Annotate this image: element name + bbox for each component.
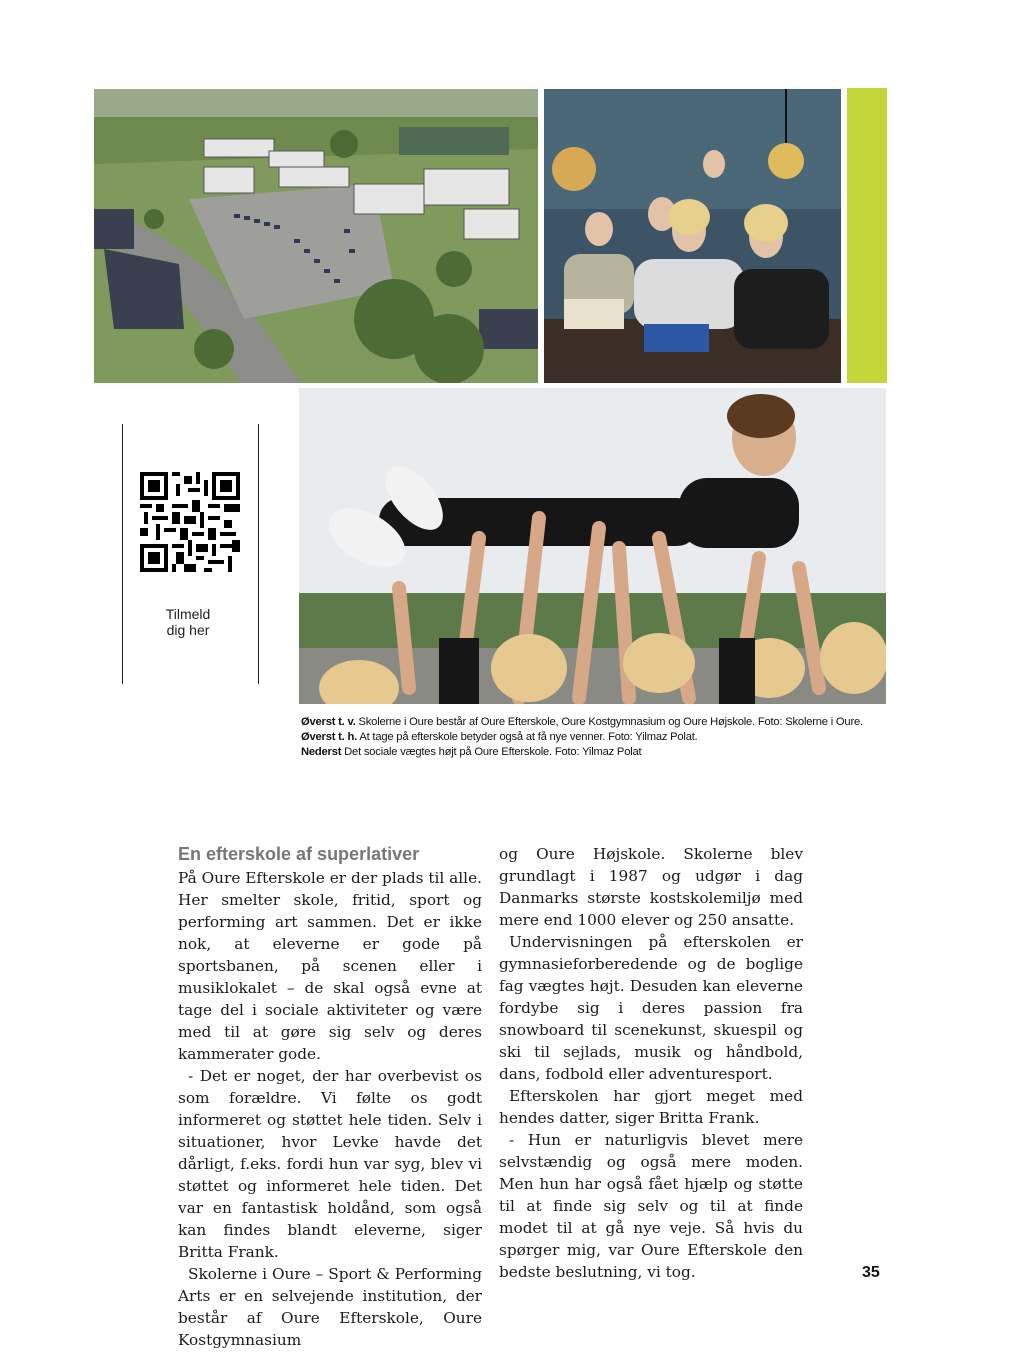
crowd-surfing-photo (299, 388, 886, 704)
page-number: 35 (862, 1264, 880, 1281)
students-photo (544, 89, 841, 383)
article-column-right (499, 843, 803, 1283)
photo-captions (301, 715, 901, 760)
article-paragraph: - Det er noget, der har overbevist os som forældre. Vi følte os godt informeret og støttet hele tiden. Selv i situationer, hvor Levke havde det dårligt, f.eks. fordi hun var syg, blev vi støttet og informeret hele tiden. Det var en fantastisk holdånd, som også kan findes blandt eleverne, siger Britta Frank. (178, 1067, 482, 1261)
article-column-left (178, 843, 482, 1351)
article-paragraph: - Hun er naturligvis blevet mere selvstændig og også mere moden. Men hun har også fået hjælp og støtte til at finde sig selv og til at finde modet til at gå nye veje. Så hvis du spørger mig, var Oure Efterskole den bedste beslutning, vi tog. (499, 1131, 803, 1281)
qr-code-icon[interactable] (140, 472, 240, 572)
article-paragraph: Skolerne i Oure – Sport & Performing Arts er en selvejende institution, der består af Oure Efterskole, Oure Kostgymnasium (178, 1265, 482, 1349)
aerial-campus-photo (94, 89, 538, 383)
qr-signup-label: Tilmeld dig her (165, 606, 211, 638)
article-paragraph: og Oure Højskole. Skolerne blev grundlagt i 1987 og udgør i dag Danmarks største kostskolemiljø med mere end 1000 elever og 250 ansatte. (499, 845, 803, 929)
caption-bottom: Nederst Det sociale vægtes højt på Oure Efterskole. Foto: Yilmaz Polat (301, 746, 642, 758)
article-paragraph: Undervisningen på efterskolen er gymnasieforberedende og de boglige fag vægtes højt. Desuden kan eleverne fordybe sig i deres passion fra snowboard til scenekunst, skuespil og ski til sejlads, musik og håndbold, dans, fodbold eller adventuresport. (499, 933, 803, 1083)
article-heading: En efterskole af superlativer (178, 844, 420, 864)
accent-bar (847, 88, 887, 383)
article-paragraph: På Oure Efterskole er der plads til alle. Her smelter skole, fritid, sport og performing art sammen. Det er ikke nok, at eleverne er gode på sportsbanen, på scenen eller i musiklokalet – de skal også evne at tage del i sociale aktiviteter og være med til at gøre sig selv og deres kammerater gode. (178, 869, 482, 1063)
qr-divider-right (258, 424, 259, 684)
caption-top-right: Øverst t. h. At tage på efterskole betyder også at få nye venner. Foto: Yilmaz Polat. (301, 731, 698, 743)
caption-top-left: Øverst t. v. Skolerne i Oure består af Oure Efterskole, Oure Kostgymnasium og Oure Højskole. Foto: Skolerne i Oure. (301, 716, 863, 728)
qr-divider-left (122, 424, 123, 684)
article-paragraph: Efterskolen har gjort meget med hendes datter, siger Britta Frank. (499, 1087, 803, 1127)
